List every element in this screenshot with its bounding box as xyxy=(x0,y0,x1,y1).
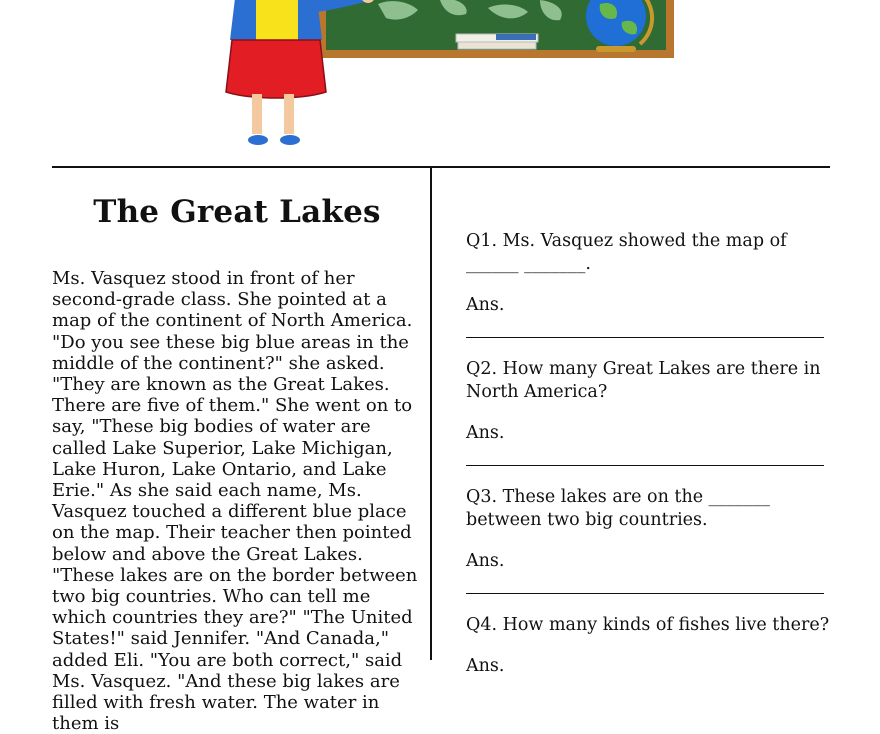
question-block-4 xyxy=(466,614,830,678)
column-divider xyxy=(430,168,432,660)
answer-line-3[interactable] xyxy=(466,577,824,594)
reading-passage: Ms. Vasquez stood in front of her second-grade class. She pointed at a map of the continent of North America. "Do you see these big blue areas in the middle of the continent?" she asked. "They are known as the Great Lakes. There are five of them." She went on to say, "These big bodies of water are called Lake Superior, Lake Michigan, Lake Huron, Lake Ontario, and Lake Erie." As she said each name, Ms. Vasquez touched a different blue place on the map. Their teacher then pointed below and above the Great Lakes. "These lakes are on the border between two big countries. Who can tell me which countries they are?" "The United States!" said Jennifer. "And Canada," added Eli. "You are both correct," said Ms. Vasquez. "And these big lakes are filled with fresh water. The water in them is xyxy=(52,268,418,734)
globe-base xyxy=(596,46,636,52)
question-3: Q3. These lakes are on the _______ between two big countries. xyxy=(466,487,770,530)
questions-column xyxy=(466,230,830,698)
answer-label-1: Ans. xyxy=(466,295,505,315)
question-block-3 xyxy=(466,486,830,594)
answer-label-4: Ans. xyxy=(466,656,505,676)
book-spine xyxy=(496,34,536,40)
page-title: The Great Lakes xyxy=(93,194,381,230)
teacher-chalkboard-illustration xyxy=(0,0,880,160)
answer-label-2: Ans. xyxy=(466,423,505,443)
answer-label-3: Ans. xyxy=(466,551,505,571)
question-block-1 xyxy=(466,230,830,338)
book xyxy=(458,42,536,49)
question-1: Q1. Ms. Vasquez showed the map of ______ _______. xyxy=(466,231,787,274)
question-4: Q4. How many kinds of fishes live there? xyxy=(466,615,830,635)
answer-line-2[interactable] xyxy=(466,449,824,466)
reading-column xyxy=(52,168,422,734)
question-block-2 xyxy=(466,358,830,466)
question-2: Q2. How many Great Lakes are there in North America? xyxy=(466,359,821,402)
answer-line-1[interactable] xyxy=(466,321,824,338)
